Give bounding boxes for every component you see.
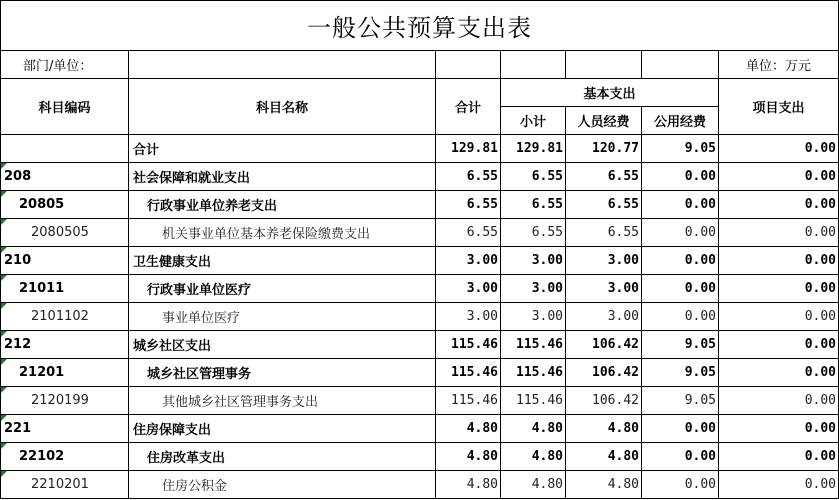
cell-personnel[interactable] — [566, 191, 642, 219]
cell-name[interactable] — [129, 331, 436, 359]
cell-code[interactable] — [1, 247, 129, 275]
meta-cell[interactable] — [501, 51, 566, 79]
header-code: 科目编码 — [1, 79, 129, 135]
table-title: 一般公共预算支出表 — [0, 0, 839, 50]
cell-code[interactable] — [1, 275, 129, 303]
cell-subtotal[interactable] — [501, 443, 566, 471]
cell-total[interactable] — [436, 247, 501, 275]
cell-text: 0.00 — [684, 197, 716, 212]
cell-total[interactable] — [436, 359, 501, 387]
cell-text: 3.00 — [607, 253, 639, 268]
cell-public[interactable] — [642, 443, 719, 471]
cell-text: 0.00 — [684, 449, 716, 464]
cell-text: 0.00 — [804, 337, 836, 352]
cell-project[interactable] — [719, 303, 839, 331]
cell-personnel[interactable] — [566, 359, 642, 387]
cell-text: 6.55 — [466, 169, 498, 184]
header-name: 科目名称 — [129, 79, 436, 135]
cell-name[interactable] — [129, 191, 436, 219]
cell-text: 208 — [4, 169, 32, 184]
cell-text: 0.00 — [684, 281, 716, 296]
table-row — [1, 415, 839, 443]
cell-marker-icon — [1, 219, 7, 225]
cell-text: 0.00 — [684, 169, 716, 184]
cell-text: 6.55 — [531, 225, 563, 240]
cell-personnel[interactable] — [566, 331, 642, 359]
cell-text: 4.80 — [607, 477, 639, 492]
cell-total[interactable] — [436, 443, 501, 471]
cell-text: 0.00 — [684, 225, 716, 240]
cell-text: 6.55 — [531, 197, 563, 212]
dept-label: 部门/单位： — [1, 51, 129, 79]
table-row — [1, 443, 839, 471]
cell-text: 22102 — [19, 449, 65, 464]
cell-text: 115.46 — [516, 365, 563, 380]
header-basic: 基本支出 — [501, 79, 719, 107]
cell-name[interactable] — [129, 219, 436, 247]
cell-text: 4.80 — [531, 477, 563, 492]
cell-personnel[interactable] — [566, 163, 642, 191]
cell-personnel[interactable] — [566, 135, 642, 163]
cell-public[interactable] — [642, 191, 719, 219]
cell-text: 4.80 — [466, 421, 498, 436]
cell-name[interactable] — [129, 247, 436, 275]
header-personnel: 人员经费 — [566, 107, 642, 135]
cell-text: 6.55 — [531, 169, 563, 184]
cell-text: 合计 — [133, 143, 160, 158]
cell-text: 其他城乡社区管理事务支出 — [162, 395, 319, 410]
cell-code[interactable] — [1, 219, 129, 247]
cell-code[interactable] — [1, 415, 129, 443]
cell-text: 6.55 — [466, 197, 498, 212]
table-row — [1, 163, 839, 191]
cell-marker-icon — [1, 191, 7, 197]
cell-personnel[interactable] — [566, 219, 642, 247]
unit-label: 单位：万元 — [719, 51, 839, 79]
cell-subtotal[interactable] — [501, 191, 566, 219]
cell-name[interactable] — [129, 443, 436, 471]
meta-cell[interactable] — [566, 51, 642, 79]
cell-text: 129.81 — [451, 141, 498, 156]
cell-marker-icon — [1, 303, 7, 309]
cell-text: 0.00 — [804, 197, 836, 212]
cell-project[interactable] — [719, 247, 839, 275]
cell-project[interactable] — [719, 331, 839, 359]
cell-public[interactable] — [642, 303, 719, 331]
cell-text: 事业单位医疗 — [162, 311, 241, 326]
cell-public[interactable] — [642, 331, 719, 359]
cell-public[interactable] — [642, 275, 719, 303]
cell-text: 210 — [4, 253, 32, 268]
cell-text: 3.00 — [466, 281, 498, 296]
cell-code[interactable] — [1, 471, 129, 499]
cell-text: 住房公积金 — [162, 479, 228, 494]
header-total: 合计 — [436, 79, 501, 135]
cell-text: 住房改革支出 — [147, 451, 226, 466]
cell-project[interactable] — [719, 135, 839, 163]
cell-text: 行政事业单位医疗 — [147, 283, 252, 298]
cell-text: 2080505 — [31, 225, 89, 240]
cell-name[interactable] — [129, 303, 436, 331]
table-row — [1, 135, 839, 163]
table-row — [1, 303, 839, 331]
cell-text: 106.42 — [592, 393, 639, 408]
cell-project[interactable] — [719, 219, 839, 247]
cell-subtotal[interactable] — [501, 163, 566, 191]
cell-text: 120.77 — [592, 141, 639, 156]
cell-subtotal[interactable] — [501, 275, 566, 303]
cell-code[interactable] — [1, 359, 129, 387]
cell-project[interactable] — [719, 471, 839, 499]
table-row — [1, 191, 839, 219]
cell-public[interactable] — [642, 471, 719, 499]
cell-text: 129.81 — [516, 141, 563, 156]
cell-total[interactable] — [436, 219, 501, 247]
cell-text: 城乡社区管理事务 — [147, 367, 252, 382]
cell-marker-icon — [1, 415, 7, 421]
cell-name[interactable] — [129, 135, 436, 163]
cell-text: 4.80 — [607, 449, 639, 464]
cell-subtotal[interactable] — [501, 331, 566, 359]
cell-total[interactable] — [436, 387, 501, 415]
cell-text: 106.42 — [592, 337, 639, 352]
cell-personnel[interactable] — [566, 303, 642, 331]
cell-text: 106.42 — [592, 365, 639, 380]
cell-text: 4.80 — [607, 421, 639, 436]
cell-code[interactable] — [1, 163, 129, 191]
cell-public[interactable] — [642, 135, 719, 163]
table-row — [1, 247, 839, 275]
cell-text: 0.00 — [804, 477, 836, 492]
cell-text: 0.00 — [804, 169, 836, 184]
cell-text: 社会保障和就业支出 — [133, 171, 251, 186]
cell-total[interactable] — [436, 135, 501, 163]
cell-code[interactable] — [1, 303, 129, 331]
cell-text: 2210201 — [31, 477, 89, 492]
cell-project[interactable] — [719, 387, 839, 415]
cell-text: 0.00 — [804, 393, 836, 408]
cell-project[interactable] — [719, 275, 839, 303]
cell-public[interactable] — [642, 387, 719, 415]
cell-text: 4.80 — [466, 477, 498, 492]
cell-text: 城乡社区支出 — [133, 339, 212, 354]
cell-marker-icon — [1, 471, 7, 477]
meta-cell[interactable] — [642, 51, 719, 79]
cell-text: 4.80 — [466, 449, 498, 464]
cell-code[interactable] — [1, 387, 129, 415]
cell-text: 6.55 — [607, 197, 639, 212]
cell-text: 0.00 — [804, 421, 836, 436]
cell-personnel[interactable] — [566, 443, 642, 471]
cell-marker-icon — [1, 275, 7, 281]
cell-public[interactable] — [642, 219, 719, 247]
cell-text: 20805 — [19, 197, 65, 212]
cell-text: 0.00 — [684, 253, 716, 268]
cell-name[interactable] — [129, 359, 436, 387]
cell-code[interactable] — [1, 135, 129, 163]
cell-subtotal[interactable] — [501, 415, 566, 443]
table-row — [1, 275, 839, 303]
cell-public[interactable] — [642, 359, 719, 387]
cell-project[interactable] — [719, 191, 839, 219]
cell-total[interactable] — [436, 415, 501, 443]
cell-marker-icon — [1, 443, 7, 449]
table-row — [1, 471, 839, 499]
meta-cell[interactable] — [436, 51, 501, 79]
header-subtotal: 小计 — [501, 107, 566, 135]
cell-text: 0.00 — [684, 309, 716, 324]
cell-subtotal[interactable] — [501, 387, 566, 415]
cell-subtotal[interactable] — [501, 303, 566, 331]
cell-total[interactable] — [436, 471, 501, 499]
cell-code[interactable] — [1, 443, 129, 471]
cell-subtotal[interactable] — [501, 359, 566, 387]
cell-text: 6.55 — [466, 225, 498, 240]
cell-subtotal[interactable] — [501, 135, 566, 163]
header-project: 项目支出 — [719, 79, 839, 135]
table-row — [1, 387, 839, 415]
cell-text: 卫生健康支出 — [133, 255, 212, 270]
cell-name[interactable] — [129, 163, 436, 191]
cell-total[interactable] — [436, 275, 501, 303]
cell-code[interactable] — [1, 191, 129, 219]
cell-text: 0.00 — [804, 309, 836, 324]
cell-text: 3.00 — [466, 253, 498, 268]
cell-text: 0.00 — [684, 477, 716, 492]
cell-subtotal[interactable] — [501, 247, 566, 275]
cell-text: 115.46 — [451, 365, 498, 380]
cell-text: 9.05 — [684, 141, 716, 156]
cell-name[interactable] — [129, 275, 436, 303]
cell-personnel[interactable] — [566, 247, 642, 275]
cell-text: 3.00 — [466, 309, 498, 324]
cell-text: 6.55 — [607, 169, 639, 184]
cell-text: 3.00 — [607, 309, 639, 324]
cell-total[interactable] — [436, 331, 501, 359]
cell-name[interactable] — [129, 415, 436, 443]
cell-personnel[interactable] — [566, 387, 642, 415]
cell-text: 3.00 — [607, 281, 639, 296]
cell-text: 115.46 — [516, 393, 563, 408]
cell-total[interactable] — [436, 191, 501, 219]
cell-text: 机关事业单位基本养老保险缴费支出 — [162, 227, 371, 242]
cell-project[interactable] — [719, 163, 839, 191]
dept-cell[interactable] — [129, 51, 436, 79]
cell-text: 115.46 — [516, 337, 563, 352]
table-row — [1, 359, 839, 387]
cell-text: 0.00 — [804, 141, 836, 156]
cell-public[interactable] — [642, 163, 719, 191]
cell-text: 115.46 — [451, 337, 498, 352]
cell-total[interactable] — [436, 303, 501, 331]
cell-name[interactable] — [129, 471, 436, 499]
cell-text: 0.00 — [804, 225, 836, 240]
table-row — [1, 331, 839, 359]
cell-text: 0.00 — [804, 365, 836, 380]
cell-total[interactable] — [436, 163, 501, 191]
cell-marker-icon — [1, 387, 7, 393]
cell-text: 21011 — [19, 281, 65, 296]
cell-code[interactable] — [1, 331, 129, 359]
cell-text: 0.00 — [804, 253, 836, 268]
cell-text: 3.00 — [531, 253, 563, 268]
cell-personnel[interactable] — [566, 415, 642, 443]
cell-subtotal[interactable] — [501, 471, 566, 499]
cell-text: 2120199 — [31, 393, 89, 408]
cell-text: 0.00 — [804, 281, 836, 296]
cell-text: 3.00 — [531, 281, 563, 296]
cell-text: 3.00 — [531, 309, 563, 324]
cell-text: 行政事业单位养老支出 — [147, 199, 278, 214]
cell-text: 21201 — [19, 365, 65, 380]
cell-public[interactable] — [642, 247, 719, 275]
cell-personnel[interactable] — [566, 471, 642, 499]
cell-text: 9.05 — [684, 393, 716, 408]
budget-table — [0, 50, 839, 499]
cell-project[interactable] — [719, 359, 839, 387]
cell-project[interactable] — [719, 443, 839, 471]
cell-project[interactable] — [719, 415, 839, 443]
cell-marker-icon — [1, 247, 7, 253]
cell-public[interactable] — [642, 415, 719, 443]
cell-marker-icon — [1, 331, 7, 337]
cell-text: 0.00 — [684, 421, 716, 436]
cell-text: 115.46 — [451, 393, 498, 408]
cell-text: 221 — [4, 421, 32, 436]
cell-text: 2101102 — [31, 309, 89, 324]
cell-text: 0.00 — [804, 449, 836, 464]
cell-text: 6.55 — [607, 225, 639, 240]
table-row — [1, 219, 839, 247]
cell-marker-icon — [1, 359, 7, 365]
cell-name[interactable] — [129, 387, 436, 415]
cell-text: 4.80 — [531, 449, 563, 464]
header-public: 公用经费 — [642, 107, 719, 135]
cell-text: 4.80 — [531, 421, 563, 436]
cell-personnel[interactable] — [566, 275, 642, 303]
cell-subtotal[interactable] — [501, 219, 566, 247]
cell-text: 住房保障支出 — [133, 423, 212, 438]
cell-text: 212 — [4, 337, 32, 352]
cell-marker-icon — [1, 163, 7, 169]
cell-text: 9.05 — [684, 337, 716, 352]
cell-text: 9.05 — [684, 365, 716, 380]
